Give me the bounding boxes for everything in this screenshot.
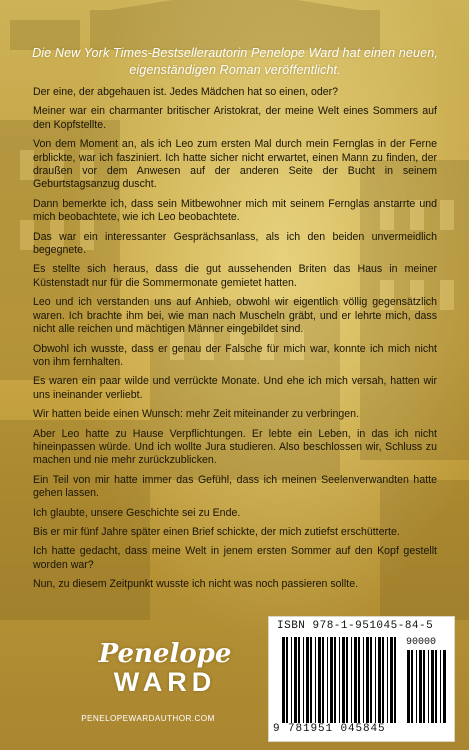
addon-barcode-icon <box>406 650 448 723</box>
blurb-paragraph: Nun, zu diesem Zeitpunkt wusste ich nicht was noch passieren sollte. <box>33 578 359 591</box>
blurb-paragraph: Das war ein interessanter Gesprächsanlass, als ich den beiden unvermeidlich begegnete. <box>33 230 437 257</box>
blurb-paragraph: Es waren ein paar wilde und verrückte Monate. Und ehe ich mich versah, hatten wir uns ineinander verliebt. <box>33 375 437 401</box>
blurb-paragraph: Bis er mir fünf Jahre später einen Brief schickte, der mich zutiefst erschütterte. <box>33 525 400 538</box>
author-website: PENELOPEWARDAUTHOR.COM <box>81 714 215 723</box>
isbn-label: ISBN 978-1-951045-84-5 <box>277 620 434 632</box>
blurb-paragraph: Ich glaubte, unsere Geschichte sei zu Ende. <box>33 506 241 519</box>
blurb-paragraph: Obwohl ich wusste, dass er genau der Falsche für mich war, konnte ich mich nicht von ihm fernhalten. <box>33 342 437 368</box>
blurb-paragraph: Leo und ich verstanden uns auf Anhieb, obwohl wir eigentlich völlig gegensätzlich waren. Ich brachte ihm bei, wie man nach Muscheln gräbt, und er lehrte mich, dass nicht alle reichen und mächtigen Männer eingebildet sind. <box>33 296 437 336</box>
tagline: Die New York Times-Bestsellerautorin Penelope Ward hat einen neuen, eigenständigen Roman veröffentlicht. <box>32 46 438 77</box>
blurb-paragraph: Wir hatten beide einen Wunsch: mehr Zeit miteinander zu verbringen. <box>33 408 360 421</box>
barcode-icon <box>281 637 399 723</box>
blurb-paragraph: Es stellte sich heraus, dass die gut aussehenden Briten das Haus in meiner Küstenstadt nur für die Sommermonate gemietet hatten. <box>33 263 437 289</box>
blurb-paragraph: Aber Leo hatte zu Hause Verpflichtungen. Er lebte ein Leben, in das ich nicht hineinpassen würde. Und ich wollte Jura studieren. Also beschlossen wir, Schluss zu machen und nie mehr zurückzublicken. <box>33 427 437 467</box>
blurb-paragraph: Meiner war ein charmanter britischer Aristokrat, der meine Welt eines Sommers auf den Kopfstellte. <box>33 105 437 131</box>
price-code: 90000 <box>406 637 437 648</box>
logo-first-name: Penelope <box>98 639 232 669</box>
blurb-text <box>33 86 437 598</box>
blurb-paragraph: Ein Teil von mir hatte immer das Gefühl, dass ich meinen Seelenverwandten hatte gehen lassen. <box>33 473 437 500</box>
blurb-paragraph: Dann bemerkte ich, dass sein Mitbewohner mich mit seinem Fernglas anstarrte und mich beobachtete, wie ich Leo beobachtete. <box>33 197 437 224</box>
blurb-paragraph: Von dem Moment an, als ich Leo zum ersten Mal durch mein Fernglas in der Ferne erblickte, war ich fasziniert. Ich hatte sicher nicht erwartet, einen Mann zu finden, der draußen vor dem Anwesen auf der anderen Seite der Bucht in seinem Geburtstagsanzug duscht. <box>33 138 437 191</box>
logo-last-name: WARD <box>113 667 217 697</box>
barcode-digits: 9 781951 045845 <box>273 723 386 735</box>
blurb-paragraph: Ich hatte gedacht, dass meine Welt in jenem ersten Sommer auf den Kopf gestellt worden war? <box>33 545 437 571</box>
author-logo <box>90 640 240 710</box>
blurb-paragraph: Der eine, der abgehauen ist. Jedes Mädchen hat so einen, oder? <box>33 86 339 98</box>
isbn-barcode-box <box>268 616 455 742</box>
